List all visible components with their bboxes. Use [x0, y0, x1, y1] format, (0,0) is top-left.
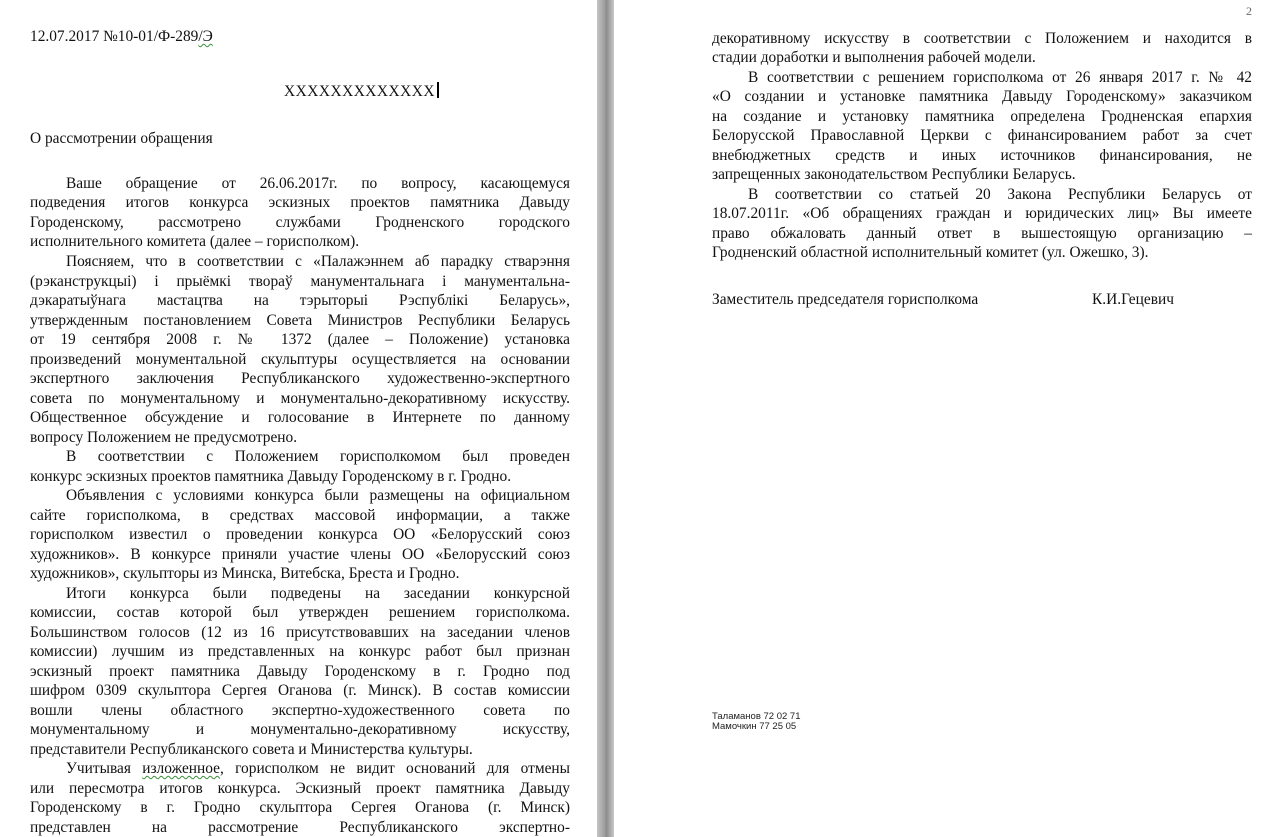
body-line: эскизный проект памятника Давыду Городенскому в г. Гродно под	[30, 663, 570, 680]
body-line: Городенскому в г. Гродно скульптора Сергея Оганова (г. Минск)	[30, 799, 570, 816]
body-line: конкурс эскизных проектов памятника Давыду Городенскому в г. Гродно.	[30, 468, 512, 485]
body-line: от 19 сентября 2008 г. № 1372 (далее – Положение) установка	[30, 331, 570, 348]
body-line: художников». В конкурсе приняли участие члены ОО «Белорусский союз	[30, 546, 570, 563]
signatory-title: Заместитель председателя горисполкома	[712, 291, 979, 308]
body-line: экспертного заключения Республиканского художественно-экспертного	[30, 370, 570, 387]
addressee: ХХХХХХХХХХХХХ	[284, 82, 439, 101]
document-page-2	[614, 0, 1280, 837]
body-line: право обжаловать данный ответ в вышестоящую организацию –	[712, 225, 1252, 242]
body-line: утвержденным постановлением Совета Министров Республики Беларусь	[30, 312, 570, 329]
body-line: комиссии, состав которой был утвержден решением горисполкома.	[30, 604, 570, 621]
contact-line: Таламанов 72 02 71	[712, 711, 801, 722]
body-line: совета по монументальному и монументально-декоративному искусству.	[30, 390, 570, 407]
document-reference: 12.07.2017 №10-01/Ф-289/Э	[30, 28, 213, 45]
body-line: представители Республиканского совета и Министерства культуры.	[30, 741, 473, 758]
body-line: 18.07.2011г. «Об обращениях граждан и юридических лиц» Вы имеете	[712, 205, 1252, 222]
body-line: В соответствии со статьей 20 Закона Республики Беларусь от	[748, 186, 1252, 203]
body-line: на создание и установку памятника определена Гродненская епархия	[712, 108, 1252, 125]
body-line: Итоги конкурса были подведены на заседании конкурсной	[66, 585, 570, 602]
page-number: 2	[1246, 4, 1252, 18]
body-line: исполнительного комитета (далее – горисполком).	[30, 233, 360, 250]
contact-line: Мамочкин 77 25 05	[712, 721, 797, 732]
text-cursor	[437, 82, 439, 98]
body-line: Учитывая изложенное, горисполком не видит оснований для отмены	[66, 760, 570, 777]
body-line: Городенскому, рассмотрено службами Гродненского городского	[30, 214, 570, 231]
body-line: запрещенных законодательством Республики Беларусь.	[712, 166, 1076, 183]
body-line: декоративному искусству в соответствии с Положением и находится в	[712, 30, 1252, 47]
body-line: В соответствии с Положением горисполкомом был проведен	[66, 448, 570, 465]
body-line: вопросу Положением не предусмотрено.	[30, 429, 298, 446]
body-line: внебюджетных средств и иных источников финансирования, не	[712, 147, 1252, 164]
document-page-1	[0, 0, 597, 837]
body-line: Поясняем, что в соответствии с «Палажэннем аб парадку стварэння	[66, 253, 570, 270]
body-line: произведений монументальной скульптуры осуществляется на основании	[30, 351, 570, 368]
body-line: Объявления с условиями конкурса были размещены на официальном	[66, 487, 570, 504]
body-line: Ваше обращение от 26.06.2017г. по вопросу, касающемуся	[66, 175, 570, 192]
body-line: В соответствии с решением горисполкома от 26 января 2017 г. № 42	[748, 69, 1252, 86]
body-line: или пересмотра итогов конкурса. Эскизный проект памятника Давыду	[30, 780, 570, 797]
body-line: Общественное обсуждение и голосование в Интернете по данному	[30, 409, 570, 426]
signatory-name: К.И.Гецевич	[1092, 291, 1174, 308]
body-line: вошли члены областного экспертно-художественного совета по	[30, 702, 570, 719]
page-separator	[597, 0, 614, 837]
body-line: Белорусской Православной Церкви с финансированием работ за счет	[712, 127, 1252, 144]
body-line: подведения итогов конкурса эскизных проектов памятника Давыду	[30, 194, 570, 211]
body-line: представлен на рассмотрение Республиканского экспертно-	[30, 819, 570, 836]
body-line: художников», скульпторы из Минска, Витебска, Бреста и Гродно.	[30, 565, 460, 582]
body-line: монументальному и монументально-декоративному искусству,	[30, 721, 570, 738]
body-line: Большинством голосов (12 из 16 присутствовавших на заседании членов	[30, 624, 570, 641]
body-line: комиссии) лучшим из представленных на конкурс работ был признан	[30, 643, 570, 660]
body-line: горисполком известил о проведении конкурса ОО «Белорусский союз	[30, 526, 570, 543]
body-line: дэкаратыўнага мастацтва на тэрыторыі Рэспублікі Беларусь»,	[30, 292, 570, 309]
body-line: (рэканструкцыі) і прыёмкі твораў манументальнага і манументальна-	[30, 273, 570, 290]
subject-line: О рассмотрении обращения	[30, 130, 213, 147]
body-line: сайте горисполкома, в средствах массовой информации, а также	[30, 507, 570, 524]
body-line: стадии доработки и выполнения рабочей модели.	[712, 49, 1036, 66]
body-line: Гродненский областной исполнительный комитет (ул. Ожешко, 3).	[712, 244, 1149, 261]
body-line: «О создании и установке памятника Давыду Городенскому» заказчиком	[712, 88, 1252, 105]
body-line: шифром 0309 скульптора Сергея Оганова (г. Минск). В состав комиссии	[30, 682, 570, 699]
